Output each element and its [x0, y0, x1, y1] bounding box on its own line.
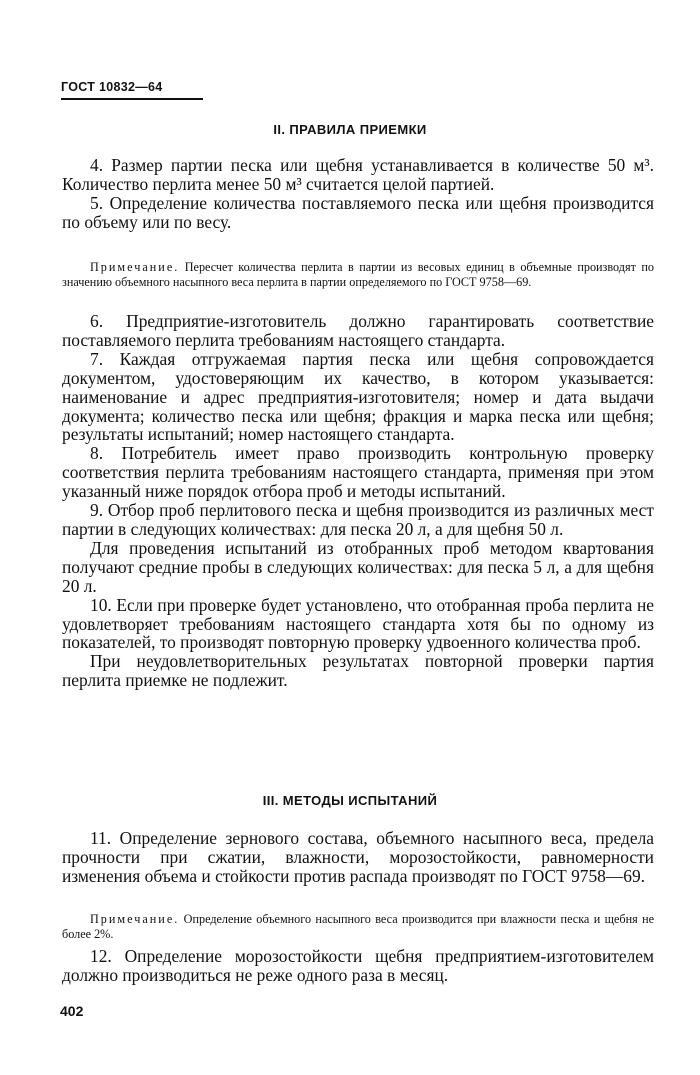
section-heading-acceptance: II. ПРАВИЛА ПРИЕМКИ: [273, 122, 427, 137]
section3-body-top: [62, 829, 654, 886]
header-underline: [61, 98, 203, 100]
paragraph-12: 12. Определение морозостойкости щебня предприятием-изготовителем должно производиться не реже одного раза в месяц.: [62, 946, 654, 985]
note-label: Примечание.: [90, 912, 180, 926]
paragraph-9-quartering: Для проведения испытаний из отобранных проб методом квартования получают средние пробы в следующих количествах: для песка 5 л, а для щебня 20 л.: [62, 537, 654, 596]
note-text: Определение объемного насыпного веса производится при влажности песка и щебня не более 2%.: [62, 912, 655, 941]
section2-body-bottom: [62, 312, 654, 690]
paragraph-9: 9. Отбор проб перлитового песка и щебня производится из различных мест партии в следующих количествах: для песка 20 л, а для щебня 50 л.: [62, 500, 654, 539]
standard-header: ГОСТ 10832—64: [61, 80, 163, 94]
paragraph-7: 7. Каждая отгружаемая партия песка или щебня сопровождается документом, удостоверяющим их качество, в котором указывается: наименование и адрес предприятия-изготовителя; номер и дата выдачи документа; количество песка или щебня; фракция и марка песка или щебня; результаты испытаний; номер настоящего стандарта.: [62, 348, 654, 445]
section2-body-top: [62, 156, 654, 232]
section3-body-bottom: [62, 947, 654, 985]
note-label: Примечание.: [90, 260, 180, 274]
paragraph-4: 4. Размер партии песка или щебня устанавливается в количестве 50 м³. Количество перлита менее 50 м³ считается целой партией.: [62, 155, 654, 194]
paragraph-11: 11. Определение зернового состава, объемного насыпного веса, предела прочности при сжатии, влажности, морозостойкости, равномерности изменения объема и стойкости против распада производят по ГОСТ 9758—69.: [62, 828, 654, 886]
paragraph-10: 10. Если при проверке будет установлено, что отобранная проба перлита не удовлетворяет требованиям настоящего стандарта хотя бы по одному из показателей, то производят повторную проверку удвоенного количества проб.: [62, 594, 654, 653]
paragraph-5: 5. Определение количества поставляемого песка или щебня производится по объему или по весу.: [62, 192, 654, 232]
paragraph-10-retest: При неудовлетворительных результатах повторной проверки партия перлита приемке не подлежит.: [62, 651, 654, 691]
section-heading-test-methods: III. МЕТОДЫ ИСПЫТАНИЙ: [262, 793, 438, 808]
note-bulk-density: [62, 912, 654, 941]
note-recalculation: [62, 260, 654, 289]
note-text: Пересчет количества перлита в партии из весовых единиц в объемные производят по значению объемного насыпного веса перлита в партии определяемого по ГОСТ 9758—69.: [62, 260, 654, 289]
paragraph-6: 6. Предприятие-изготовитель должно гарантировать соответствие поставляемого перлита требованиям настоящего стандарта.: [62, 311, 654, 350]
page-number: 402: [60, 1003, 84, 1019]
paragraph-8: 8. Потребитель имеет право производить контрольную проверку соответствия перлита требованиям настоящего стандарта, применяя при этом указанный ниже порядок отбора проб и методы испытаний.: [62, 443, 654, 502]
